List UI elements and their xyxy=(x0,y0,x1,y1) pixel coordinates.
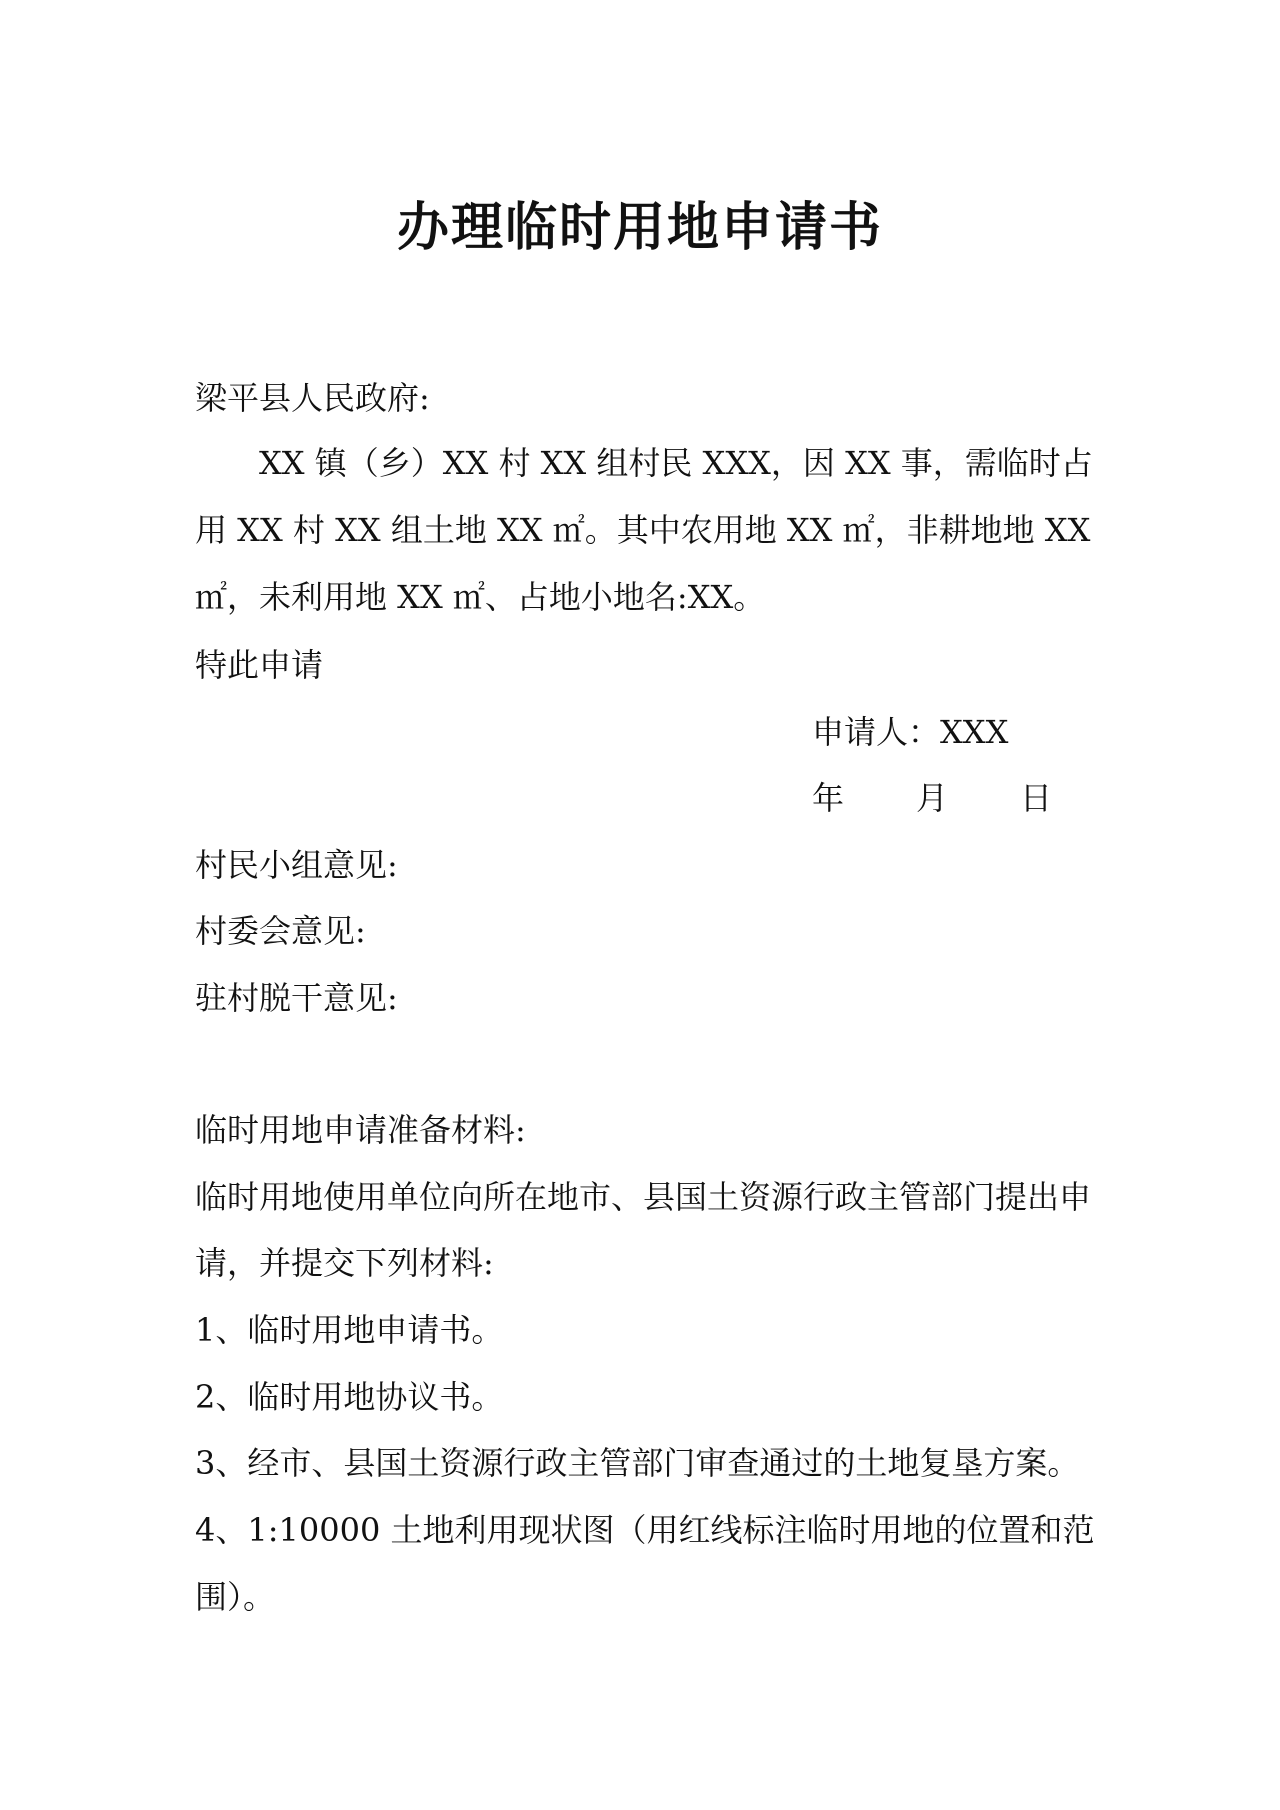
body-line-2: 用 XX 村 XX 组土地 XX ㎡。其中农用地 XX ㎡，非耕地地 XX xyxy=(195,511,1091,549)
date-year: 年 xyxy=(812,779,845,817)
opinion-resident-cadre: 驻村脱干意见: xyxy=(195,979,398,1017)
date-line xyxy=(812,778,1052,818)
opinion-village-group: 村民小组意见: xyxy=(195,846,398,884)
date-month: 月 xyxy=(916,779,949,817)
body-line-3: ㎡，未利用地 XX ㎡、占地小地名:XX。 xyxy=(195,578,766,616)
materials-item-4: 4、1:10000 土地利用现状图（用红线标注临时用地的位置和范 xyxy=(195,1511,1095,1549)
addressee: 梁平县人民政府: xyxy=(195,379,430,417)
materials-item-3: 3、经市、县国土资源行政主管部门审查通过的土地复垦方案。 xyxy=(195,1444,1080,1482)
materials-item-4-cont: 围）。 xyxy=(195,1578,276,1616)
date-day: 日 xyxy=(1020,779,1053,817)
document-title: 办理临时用地申请书 xyxy=(396,198,883,258)
materials-intro-line-2: 请，并提交下列材料: xyxy=(195,1244,494,1282)
materials-item-1: 1、临时用地申请书。 xyxy=(195,1311,504,1349)
applicant-signature: 申请人：XXX xyxy=(812,713,1009,751)
body-line-1: XX 镇（乡）XX 村 XX 组村民 XXX，因 XX 事，需临时占 xyxy=(259,444,1093,482)
opinion-village-committee: 村委会意见: xyxy=(195,912,366,950)
materials-item-2: 2、临时用地协议书。 xyxy=(195,1378,504,1416)
closing-text: 特此申请 xyxy=(195,646,324,684)
materials-intro-line-1: 临时用地使用单位向所在地市、县国土资源行政主管部门提出申 xyxy=(195,1178,1092,1216)
materials-heading: 临时用地申请准备材料: xyxy=(195,1111,526,1149)
